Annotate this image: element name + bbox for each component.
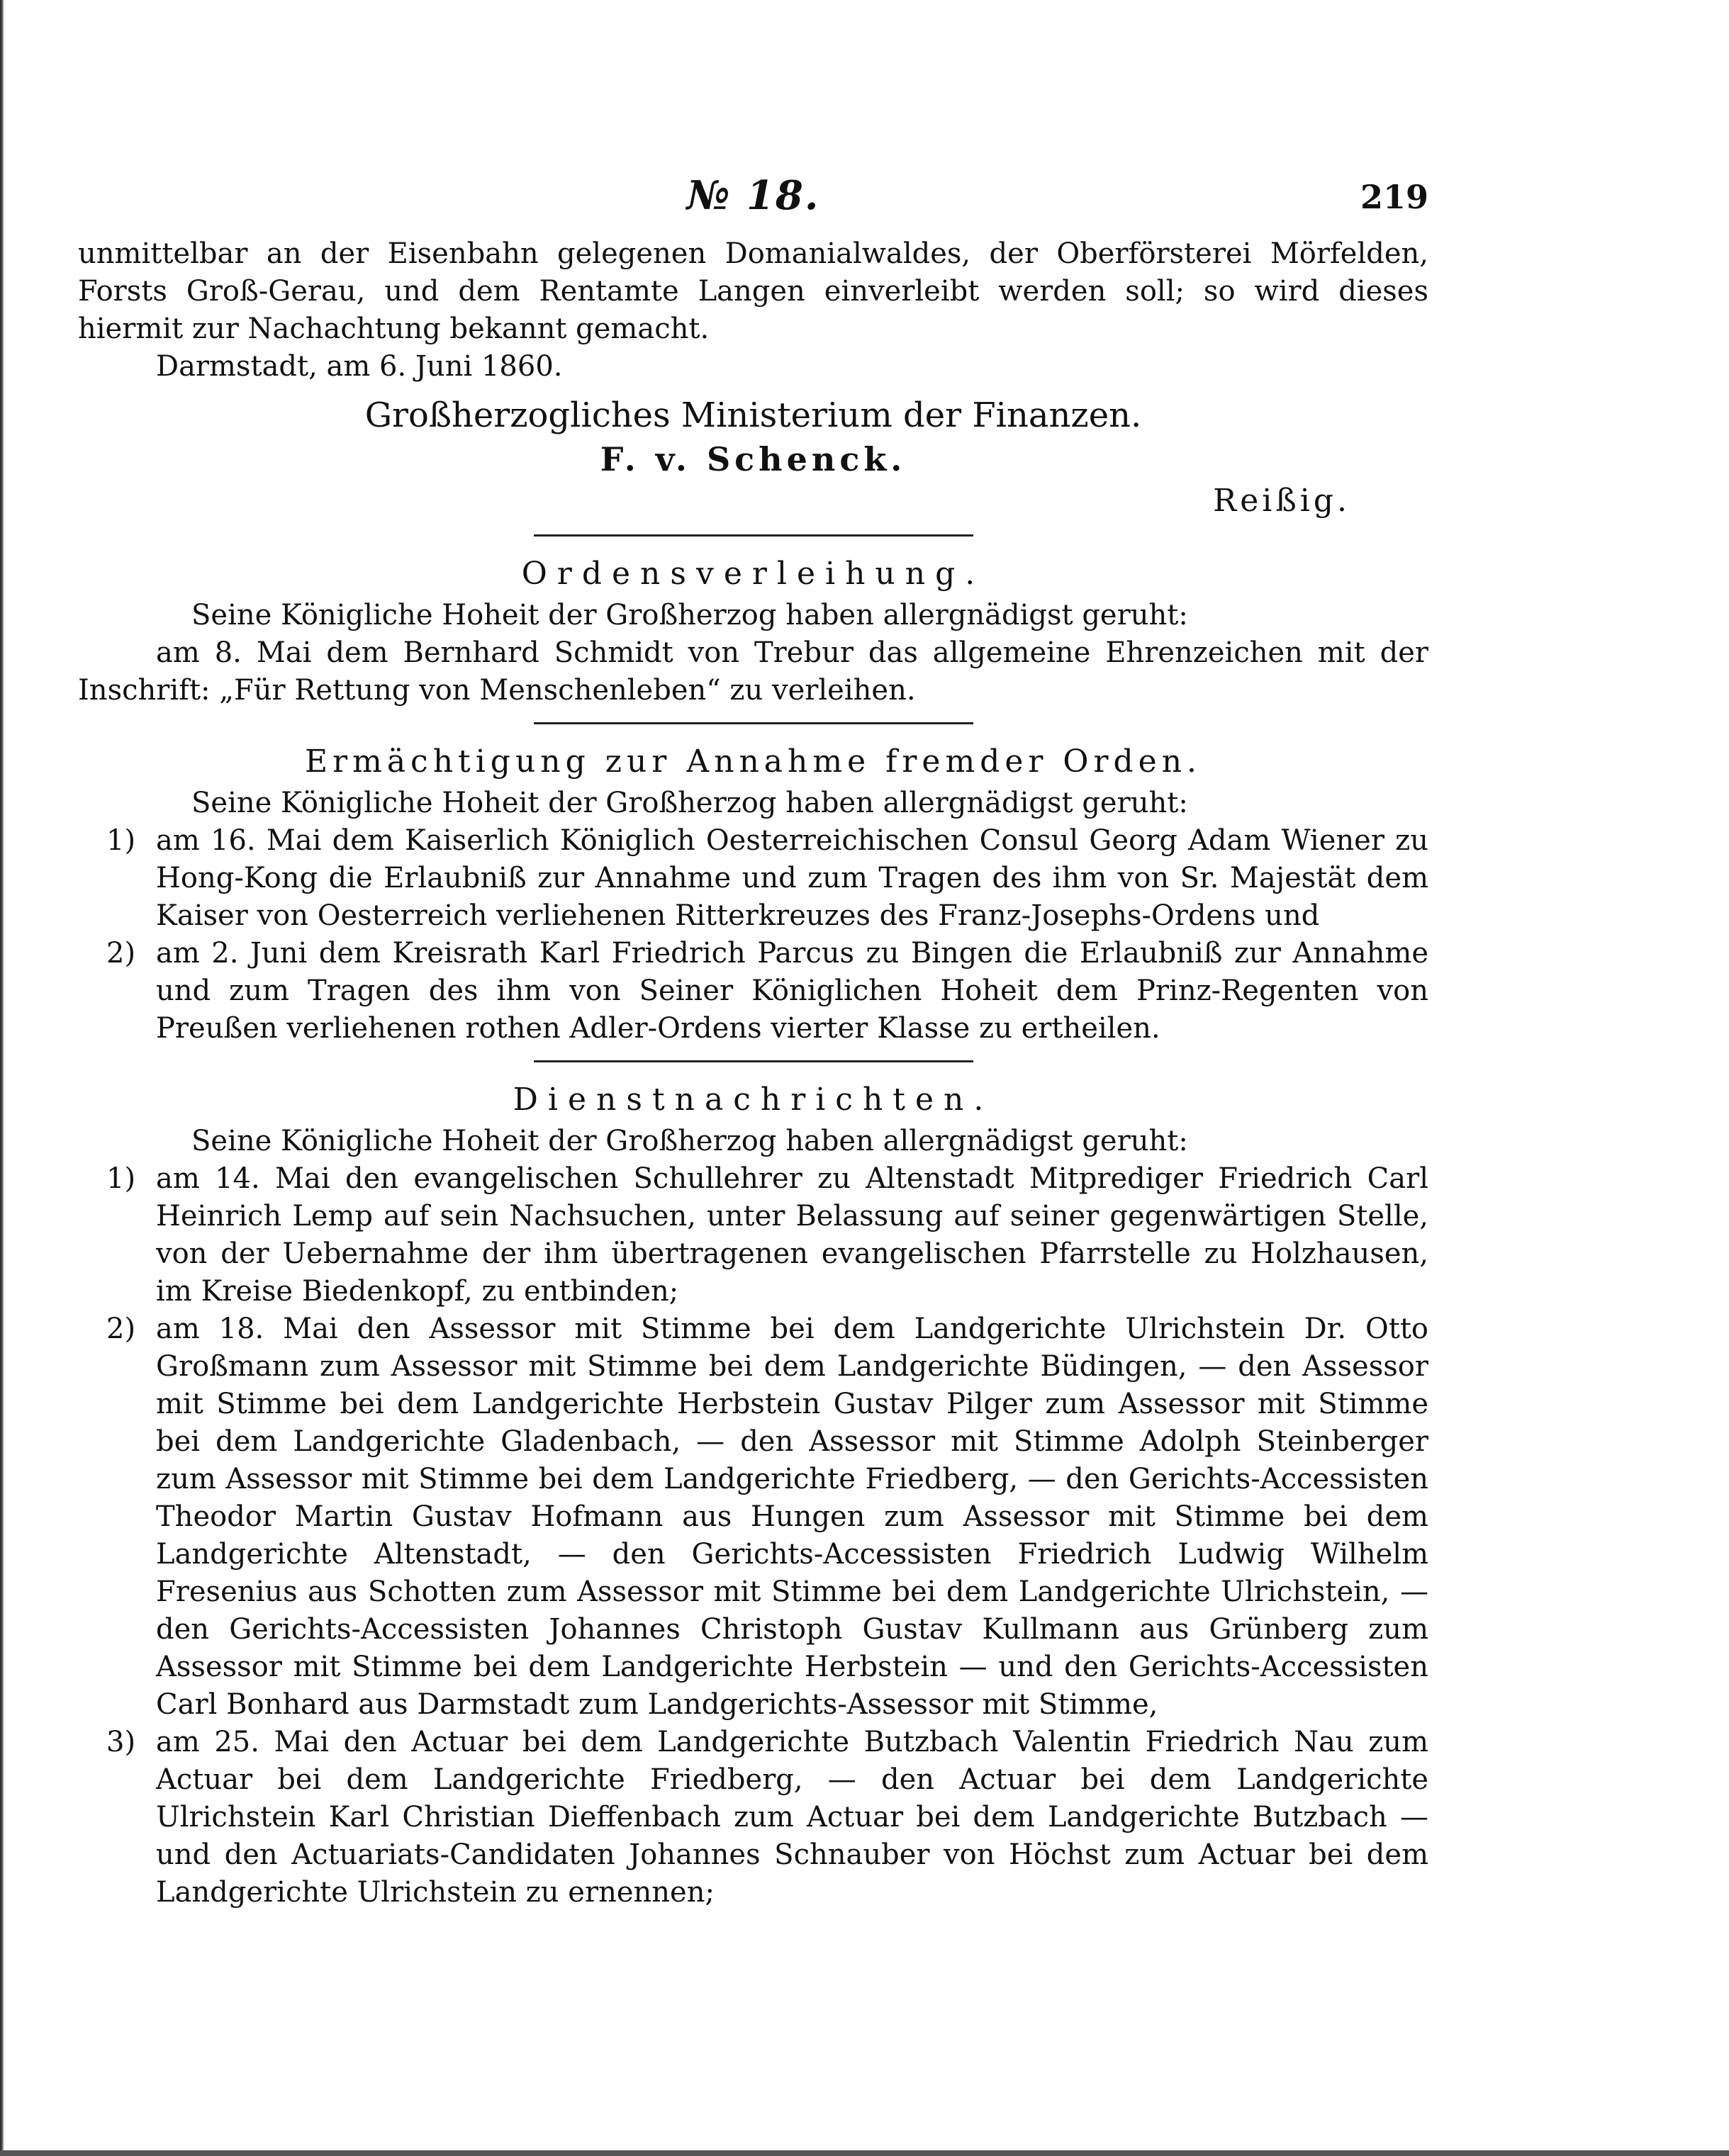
item-list: [78, 1160, 1428, 1911]
list-item: [78, 1160, 1428, 1310]
page-number: 219: [1360, 178, 1428, 216]
section-divider: [534, 1060, 973, 1062]
issue-number: № 18.: [686, 172, 820, 219]
list-item: [78, 935, 1428, 1048]
section-intro: Seine Königliche Hoheit der Großherzog haben allergnädigst geruht:: [191, 1125, 1188, 1157]
signature: F. v. Schenck.: [600, 440, 907, 478]
list-item: [78, 822, 1428, 935]
scan-bottom-edge: [0, 2150, 1729, 2156]
section-intro: Seine Königliche Hoheit der Großherzog haben allergnädigst geruht:: [191, 599, 1188, 631]
document-page: [78, 172, 1428, 1911]
list-item: [78, 1310, 1428, 1724]
item-list: [78, 822, 1428, 1048]
item-number: 3): [106, 1726, 136, 1758]
item-text: am 16. Mai dem Kaiserlich Königlich Oesterreichischen Consul Georg Adam Wiener zu Hong-Kong die Erlaubniß zur Annahme und zum Tragen des ihm von Sr. Majestät dem Kaiser von Oesterreich verliehenen Ritterkreuzes des Franz-Josephs-Ordens und: [156, 824, 1428, 932]
item-text: am 14. Mai den evangelischen Schullehrer zu Altenstadt Mitprediger Friedrich Carl Heinrich Lemp auf sein Nachsuchen, unter Belassung auf seiner gegenwärtigen Stelle, von der Uebernahme der ihm übertragenen evangelischen Pfarrstelle zu Holzhausen, im Kreise Biedenkopf, zu entbinden;: [156, 1162, 1428, 1308]
section-intro: Seine Königliche Hoheit der Großherzog haben allergnädigst geruht:: [191, 787, 1188, 819]
intro-paragraph: unmittelbar an der Eisenbahn gelegenen Domanialwaldes, der Oberförsterei Mörfelden, Forsts Groß-Gerau, und dem Rentamte Langen einverleibt werden soll; so wird dieses hiermit zur Nachachtung bekannt gemacht.: [78, 237, 1428, 345]
section-divider: [534, 534, 973, 537]
dateline: Darmstadt, am 6. Juni 1860.: [156, 350, 563, 383]
item-number: 1): [106, 824, 136, 857]
section-dienstnachrichten: [78, 1081, 1428, 1911]
section-title: Ermächtigung zur Annahme fremder Orden.: [304, 743, 1202, 780]
section-ermaechtigung: [78, 743, 1428, 1048]
section-title: Dienstnachrichten.: [513, 1082, 994, 1118]
section-divider: [534, 722, 973, 724]
item-text: am 2. Juni dem Kreisrath Karl Friedrich Parcus zu Bingen die Erlaubniß zur Annahme und zum Tragen des ihm von Seiner Königlichen Hoheit dem Prinz-Regenten von Preußen verliehenen rothen Adler-Ordens vierter Klasse zu ertheilen.: [156, 937, 1428, 1045]
item-text: am 25. Mai den Actuar bei dem Landgerichte Butzbach Valentin Friedrich Nau zum Actuar bei dem Landgerichte Friedberg, — den Actuar bei dem Landgerichte Ulrichstein Karl Christian Dieffenbach zum Actuar bei dem Landgerichte Butzbach — und den Actuariats-Candidaten Johannes Schnauber von Höchst zum Actuar bei dem Landgerichte Ulrichstein zu ernennen;: [156, 1726, 1428, 1909]
scan-left-edge: [0, 0, 4, 2156]
section-ordensverleihung: [78, 555, 1428, 709]
list-item: [78, 1724, 1428, 1911]
page-header: [78, 172, 1428, 227]
ministry-name: Großherzogliches Ministerium der Finanzen.: [364, 395, 1142, 435]
section-title: Ordensverleihung.: [521, 556, 985, 592]
item-text: am 18. Mai den Assessor mit Stimme bei dem Landgerichte Ulrichstein Dr. Otto Großmann zum Assessor mit Stimme bei dem Landgerichte Büdingen, — den Assessor mit Stimme bei dem Landgerichte Herbstein Gustav Pilger zum Assessor mit Stimme bei dem Landgerichte Gladenbach, — den Assessor mit Stimme Adolph Steinberger zum Assessor mit Stimme bei dem Landgerichte Friedberg, — den Gerichts-Accessisten Theodor Martin Gustav Hofmann aus Hungen zum Assessor mit Stimme bei dem Landgerichte Altenstadt, — den Gerichts-Accessisten Friedrich Ludwig Wilhelm Fresenius aus Schotten zum Assessor mit Stimme bei dem Landgerichte Ulrichstein, — den Gerichts-Accessisten Johannes Christoph Gustav Kullmann aus Grünberg zum Assessor mit Stimme bei dem Landgerichte Herbstein — und den Gerichts-Accessisten Carl Bonhard aus Darmstadt zum Landgerichts-Assessor mit Stimme,: [156, 1313, 1428, 1721]
section-text: am 8. Mai dem Bernhard Schmidt von Trebur das allgemeine Ehrenzeichen mit der Inschrift: „Für Rettung von Menschenleben“ zu verleihen.: [78, 636, 1428, 707]
item-number: 2): [106, 937, 136, 970]
item-number: 2): [106, 1313, 136, 1345]
countersignature: Reißig.: [1213, 483, 1350, 519]
item-number: 1): [106, 1162, 136, 1195]
